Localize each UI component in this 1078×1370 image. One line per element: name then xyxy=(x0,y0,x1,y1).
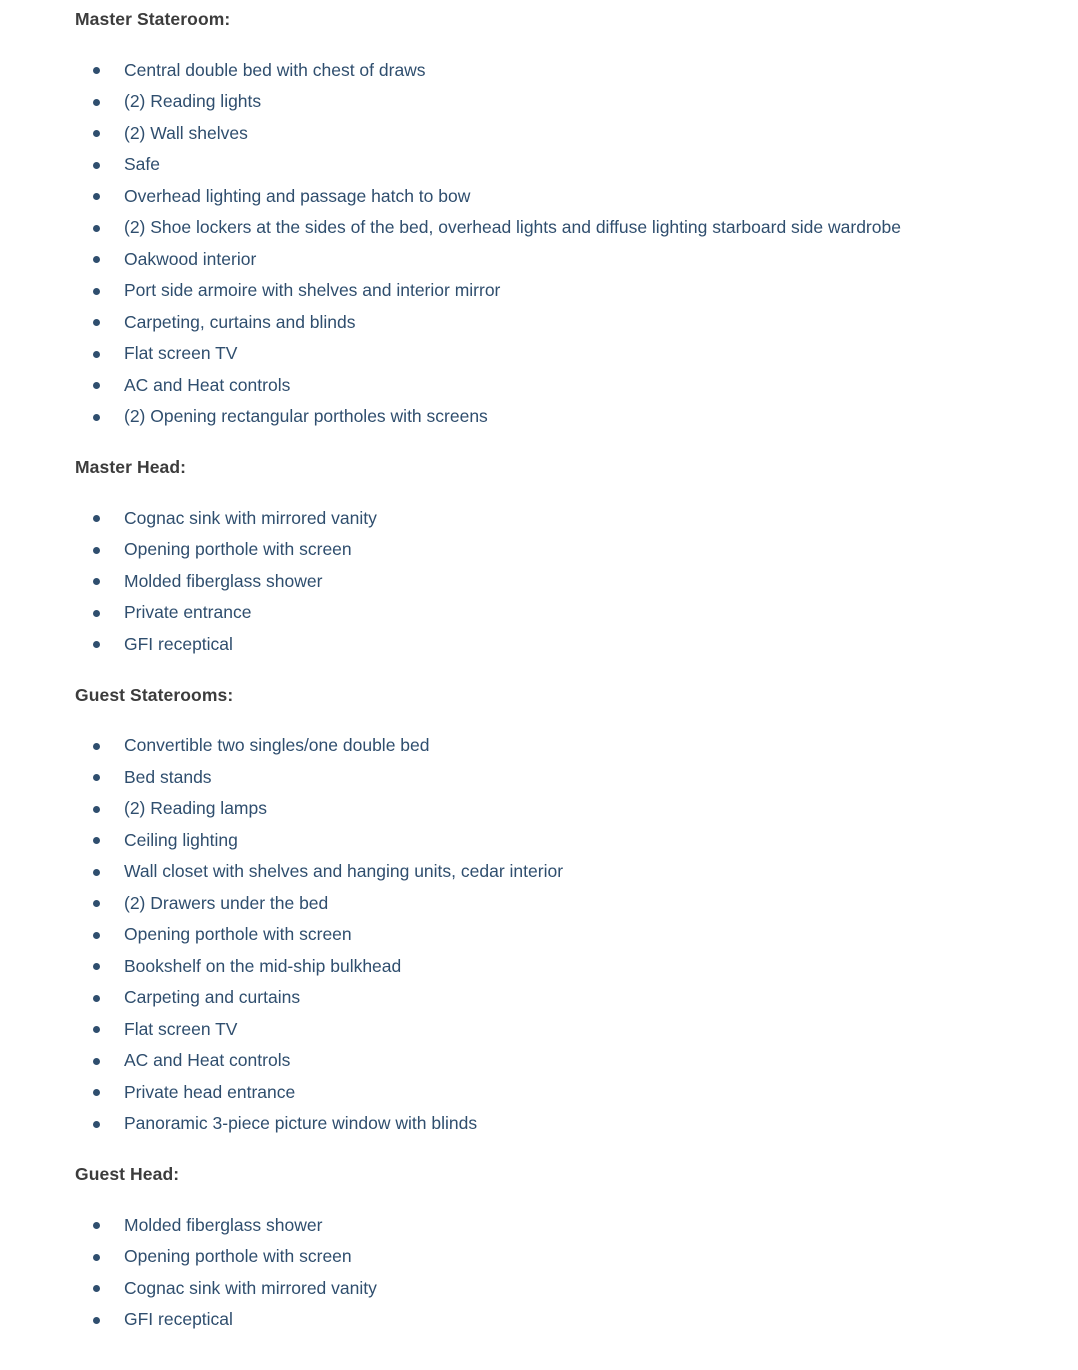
list-item xyxy=(124,951,1038,983)
list-item-text: (2) Wall shelves xyxy=(124,122,248,143)
list-item xyxy=(124,401,1038,433)
list-item-text: Bookshelf on the mid-ship bulkhead xyxy=(124,955,402,976)
list-item-text: Central double bed with chest of draws xyxy=(124,59,426,80)
bullet-icon xyxy=(93,288,100,295)
bullet-icon xyxy=(93,414,100,421)
bullet-icon xyxy=(93,869,100,876)
list-item xyxy=(124,888,1038,920)
bullet-list xyxy=(75,503,1038,661)
bullet-list xyxy=(75,55,1038,433)
bullet-icon xyxy=(93,547,100,554)
section-heading: Guest Staterooms: xyxy=(75,684,234,705)
list-item-text: AC and Heat controls xyxy=(124,374,291,395)
bullet-icon xyxy=(93,256,100,263)
list-item xyxy=(124,1273,1038,1305)
list-item-text: Molded fiberglass shower xyxy=(124,570,323,591)
list-item xyxy=(124,86,1038,118)
list-item-text: Bed stands xyxy=(124,766,212,787)
bullet-icon xyxy=(93,1254,100,1261)
bullet-icon xyxy=(93,900,100,907)
list-item-text: Private entrance xyxy=(124,602,252,622)
list-item-text: (2) Reading lamps xyxy=(124,798,267,818)
list-item xyxy=(124,793,1038,825)
list-item xyxy=(124,503,1038,535)
list-item xyxy=(124,370,1038,402)
bullet-icon xyxy=(93,193,100,200)
list-item xyxy=(124,982,1038,1014)
list-item xyxy=(124,212,1038,244)
list-item xyxy=(124,275,1038,307)
bullet-icon xyxy=(93,837,100,844)
list-item-text: Carpeting, curtains and blinds xyxy=(124,311,356,332)
list-item-text: Carpeting and curtains xyxy=(124,987,301,1007)
list-item xyxy=(124,55,1038,87)
list-item xyxy=(124,856,1038,888)
bullet-icon xyxy=(93,225,100,232)
bullet-icon xyxy=(93,162,100,169)
bullet-icon xyxy=(93,932,100,939)
list-item xyxy=(124,1304,1038,1336)
list-item xyxy=(124,762,1038,794)
list-item-text: GFI receptical xyxy=(124,633,233,654)
bullet-icon xyxy=(93,1121,100,1128)
bullet-icon xyxy=(93,610,100,617)
list-item-text: GFI receptical xyxy=(124,1309,233,1329)
bullet-icon xyxy=(93,1285,100,1292)
list-item xyxy=(124,919,1038,951)
bullet-icon xyxy=(93,963,100,970)
list-item-text: Convertible two singles/one double bed xyxy=(124,735,430,755)
bullet-icon xyxy=(93,774,100,781)
list-item-text: (2) Opening rectangular portholes with screens xyxy=(124,406,488,426)
bullet-icon xyxy=(93,806,100,813)
list-item xyxy=(124,307,1038,339)
list-item xyxy=(124,597,1038,629)
list-item-text: Overhead lighting and passage hatch to bow xyxy=(124,185,471,206)
list-item-text: Private head entrance xyxy=(124,1081,296,1102)
list-item-text: Cognac sink with mirrored vanity xyxy=(124,1277,377,1298)
list-item xyxy=(124,244,1038,276)
list-item-text: Molded fiberglass shower xyxy=(124,1214,323,1235)
list-item-text: Safe xyxy=(124,154,160,174)
list-item-text: Opening porthole with screen xyxy=(124,1246,352,1266)
list-item-text: (2) Reading lights xyxy=(124,91,262,111)
bullet-icon xyxy=(93,351,100,358)
bullet-icon xyxy=(93,515,100,522)
list-item xyxy=(124,730,1038,762)
section-heading: Master Head: xyxy=(75,457,187,477)
list-item xyxy=(124,1241,1038,1273)
bullet-list xyxy=(75,730,1038,1140)
bullet-icon xyxy=(93,67,100,74)
section-heading: Master Stateroom: xyxy=(75,9,231,29)
list-item xyxy=(124,1014,1038,1046)
bullet-icon xyxy=(93,1089,100,1096)
list-item-text: Oakwood interior xyxy=(124,248,257,269)
list-item-text: Panoramic 3-piece picture window with blinds xyxy=(124,1113,478,1133)
list-item xyxy=(124,1108,1038,1140)
bullet-icon xyxy=(93,1317,100,1324)
list-item-text: AC and Heat controls xyxy=(124,1050,291,1070)
bullet-icon xyxy=(93,99,100,106)
list-item xyxy=(124,118,1038,150)
list-item xyxy=(124,149,1038,181)
list-item xyxy=(124,534,1038,566)
list-item-text: Wall closet with shelves and hanging units, cedar interior xyxy=(124,861,564,881)
list-item xyxy=(124,181,1038,213)
list-item xyxy=(124,1045,1038,1077)
list-item xyxy=(124,629,1038,661)
list-item-text: (2) Drawers under the bed xyxy=(124,892,329,913)
list-item-text: (2) Shoe lockers at the sides of the bed, overhead lights and diffuse lighting starboard side wardrobe xyxy=(124,217,901,237)
bullet-icon xyxy=(93,1026,100,1033)
bullet-icon xyxy=(93,743,100,750)
list-item-text: Flat screen TV xyxy=(124,1018,238,1039)
bullet-icon xyxy=(93,578,100,585)
list-item-text: Opening porthole with screen xyxy=(124,924,352,944)
bullet-icon xyxy=(93,1222,100,1229)
list-item-text: Cognac sink with mirrored vanity xyxy=(124,507,377,528)
list-item xyxy=(124,566,1038,598)
bullet-icon xyxy=(93,995,100,1002)
list-item-text: Ceiling lighting xyxy=(124,829,238,850)
list-item xyxy=(124,825,1038,857)
bullet-icon xyxy=(93,641,100,648)
bullet-icon xyxy=(93,1058,100,1065)
list-item xyxy=(124,1210,1038,1242)
bullet-icon xyxy=(93,319,100,326)
list-item xyxy=(124,338,1038,370)
bullet-icon xyxy=(93,382,100,389)
bullet-list xyxy=(75,1210,1038,1336)
list-item-text: Flat screen TV xyxy=(124,343,238,363)
bullet-icon xyxy=(93,130,100,137)
list-item-text: Port side armoire with shelves and interior mirror xyxy=(124,280,501,300)
list-item-text: Opening porthole with screen xyxy=(124,539,352,559)
list-item xyxy=(124,1077,1038,1109)
section-heading: Guest Head: xyxy=(75,1164,180,1184)
